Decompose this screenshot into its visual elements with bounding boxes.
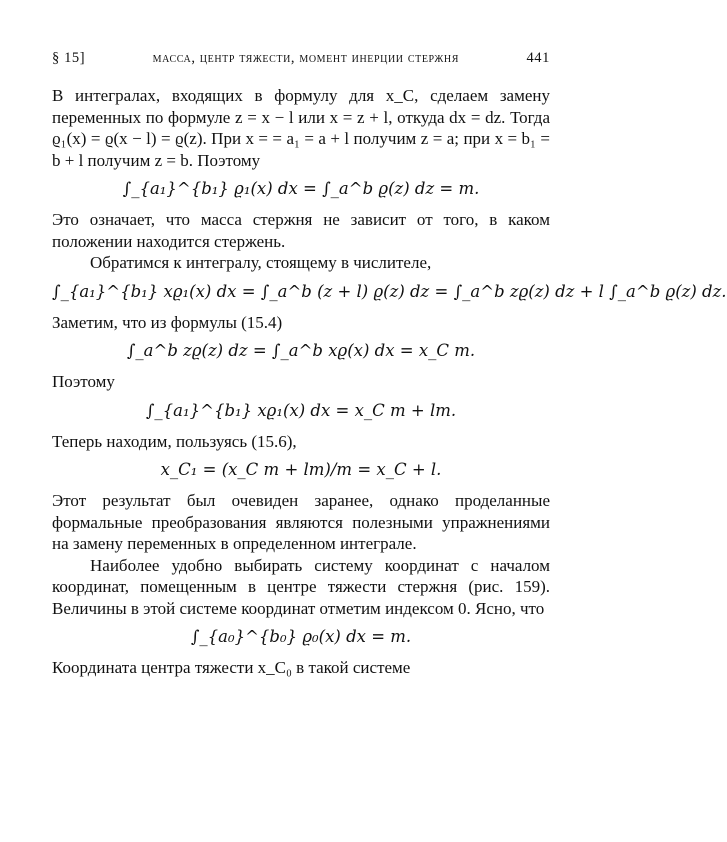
equation-3: ∫_a^b zϱ(z) dz = ∫_a^b xϱ(x) dx = x_C m. — [126, 341, 476, 360]
paragraph-4: Заметим, что из формулы (15.4) — [52, 312, 283, 332]
paragraph-7: Этот результат был очевиден заранее, однако проделанные формальные преобразования являются полезными упражнениями на замену переменных в определенном интеграле. — [52, 491, 550, 553]
equation-4: ∫_{a₁}^{b₁} xϱ₁(x) dx = x_C m + lm. — [145, 400, 457, 420]
equation-1: ∫_{a₁}^{b₁} ϱ₁(x) dx = ∫_a^b ϱ(z) dz = m. — [122, 179, 480, 198]
equation-5: x_C₁ = (x_C m + lm)/m = x_C + l. — [160, 460, 442, 479]
paragraph-6: Теперь находим, пользуясь (15.6), — [52, 431, 297, 451]
paragraph-5: Поэтому — [52, 372, 115, 391]
header-title: масса, центр тяжести, момент инерции стержня — [152, 50, 459, 66]
book-page — [52, 50, 727, 679]
paragraph-3: Обратимся к интегралу, стоящему в числителе, — [90, 253, 432, 272]
paragraph-9: Координата центра тяжести x_C₀ в такой системе — [52, 658, 411, 677]
page-number: 441 — [526, 50, 550, 66]
running-header — [52, 50, 550, 67]
paragraph-1: В интегралах, входящих в формулу для x_C, сделаем замену переменных по формуле z = x − l или x = z + l, откуда dx = dz. Тогда ϱ₁(x) = ϱ(x − l) = ϱ(z). При x = = a₁ = a + l получим z = a; при x = b₁ = b + l получим z = b. Поэтому — [52, 86, 550, 170]
paragraph-8: Наиболее удобно выбирать систему координат с началом координат, помещенным в центре тяжести стержня (рис. 159). Величины в этой системе координат отметим индексом 0. Ясно, что — [52, 555, 550, 618]
equation-2: ∫_{a₁}^{b₁} xϱ₁(x) dx = ∫_a^b (z + l) ϱ(z) dz = ∫_a^b zϱ(z) dz + l ∫_a^b ϱ(z) dz. — [52, 281, 727, 301]
section-number: § 15] — [52, 50, 86, 66]
equation-6: ∫_{a₀}^{b₀} ϱ₀(x) dx = m. — [190, 627, 412, 646]
paragraph-2: Это означает, что масса стержня не зависит от того, в каком положении находится стержень. — [52, 210, 550, 251]
